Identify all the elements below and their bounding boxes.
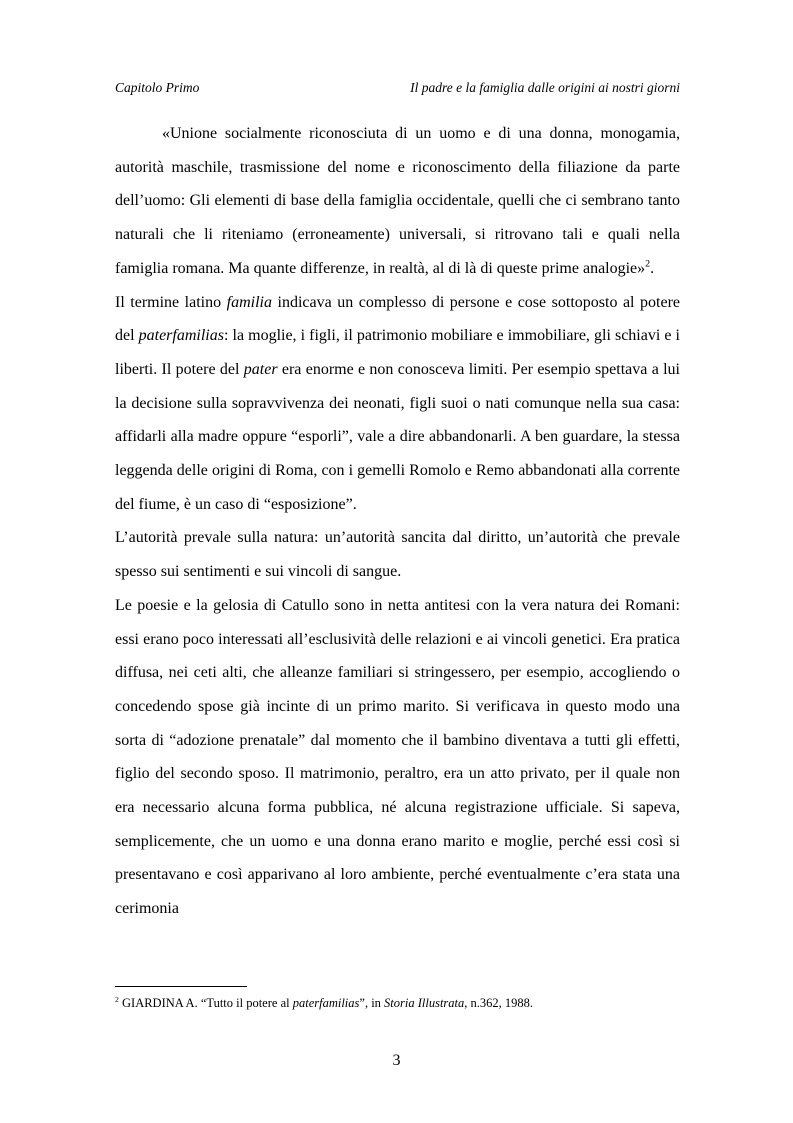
text-run: Il termine latino (115, 293, 227, 311)
footnote (115, 995, 680, 1011)
footnote-text: , n.362, 1988. (464, 996, 534, 1010)
text-run: era enorme e non conosceva limiti. Per esempio spettava a lui la decisione sulla sopravvivenza dei neonati, figli suoi o nati comunque nella sua casa: affidarli alla madre oppure “esporli”, vale a dire abbandonarli. A ben guardare, la stessa leggenda delle origini di Roma, con i gemelli Romolo e Remo abbandonati alla corrente del fiume, è un caso di “esposizione”. (115, 360, 680, 513)
term-paterfamilias: paterfamilias (138, 327, 224, 345)
term-pater: pater (243, 360, 278, 378)
header-chapter: Capitolo Primo (115, 80, 200, 95)
quote-paragraph (115, 117, 680, 286)
footnote-text: GIARDINA A. “Tutto il potere al (118, 996, 293, 1010)
term-familia: familia (226, 293, 272, 311)
paragraph-familia (115, 286, 680, 522)
header-title: Il padre e la famiglia dalle origini ai nostri giorni (410, 80, 680, 95)
footnote-separator (115, 986, 247, 987)
text-run: : la moglie, i figli, il patrimonio mobiliare e immobiliare, gli schiavi e i liberti. Il potere del (115, 327, 680, 378)
paragraph-autorita: L’autorità prevale sulla natura: un’autorità sancita dal diritto, un’autorità che prevale spesso sui sentimenti e sui vincoli di sangue. (115, 529, 680, 581)
footnote-italic-title: Storia Illustrata (384, 996, 465, 1010)
footnote-number: 2 (115, 994, 119, 1004)
page-body (115, 117, 680, 926)
footnote-reference[interactable]: 2 (645, 258, 651, 270)
quote-end: . (650, 259, 655, 277)
footnote-text: ”, in (359, 996, 385, 1010)
page-number: 3 (392, 1052, 401, 1069)
footnote-italic-term: paterfamilias (292, 996, 360, 1010)
paragraph-catullo: Le poesie e la gelosia di Catullo sono in netta antitesi con la vera natura dei Romani: essi erano poco interessati all’esclusività delle relazioni e ai vincoli genetici. Era pratica diffusa, nei ceti alti, che alleanze familiari si stringessero, per esempio, accogliendo o concedendo spose già incinte di un primo marito. Si verificava in questo modo una sorta di “adozione prenatale” dal momento che il bambino diventava a tutti gli effetti, figlio del secondo sposo. Il matrimonio, peraltro, era un atto privato, per il quale non era necessario alcuna forma pubblica, né alcuna registrazione ufficiale. Si sapeva, semplicemente, che un uomo e una donna erano marito e moglie, perché essi così si presentavano e così apparivano al loro ambiente, perché eventualmente c’era stata una cerimonia (115, 596, 680, 918)
text-run: indicava un complesso di persone e cose sottoposto al potere del (115, 293, 681, 345)
quote-text: «Unione socialmente riconosciuta di un uomo e di una donna, monogamia, autorità maschile, trasmissione del nome e riconoscimento della filiazione da parte dell’uomo: Gli elementi di base della famiglia occidentale, quelli che ci sembrano tanto naturali che li riteniamo (erroneamente) universali, si ritrovano tali e quali nella famiglia romana. Ma quante differenze, in realtà, al di là di queste prime analogie» (115, 125, 680, 277)
